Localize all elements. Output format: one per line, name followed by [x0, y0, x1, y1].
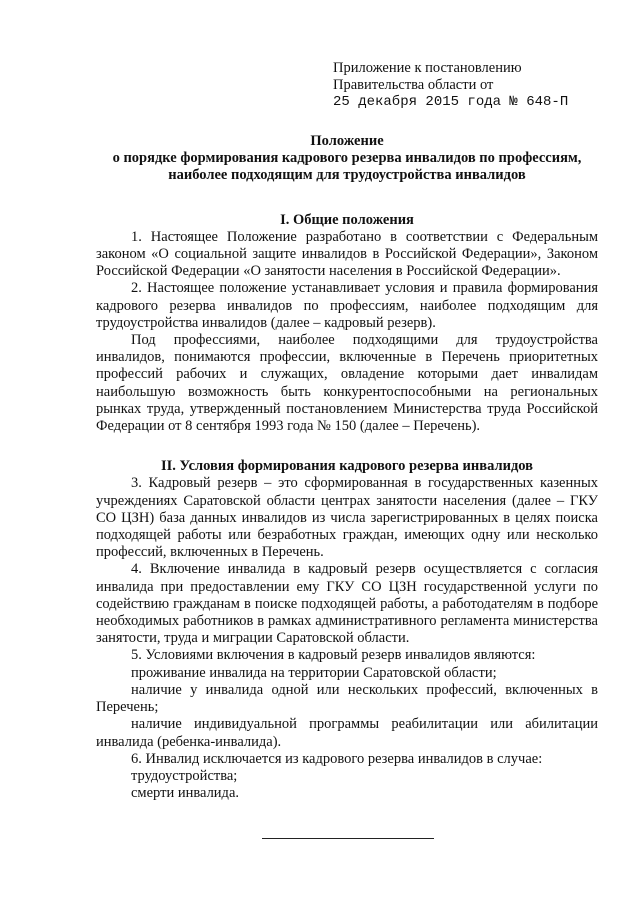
section-2-heading: II. Условия формирования кадрового резерва инвалидов — [160, 458, 534, 475]
section-2-paragraph: 4. Включение инвалида в кадровый резерв осуществляется с согласия инвалида при предоставлении ему ГКУ СО ЦЗН государственной услуги по содействию гражданам в поиске подходящей работы, а работодателям в подборе необходимых работников в рамках административного регламента министерства занятости, труда и миграции Саратовской области. — [96, 561, 598, 647]
title-line-3: наиболее подходящим для трудоустройства инвалидов — [168, 167, 526, 184]
appendix-line-2: Правительства области от — [333, 77, 494, 93]
document-body — [96, 133, 598, 802]
section-2-paragraph: 3. Кадровый резерв – это сформированная в государственных казенных учреждениях Саратовской области центрах занятости населения (далее – ГКУ СО ЦЗН) база данных инвалидов из числа зарегистрированных в целях поиска подходящей работы или безработных граждан, имеющих одну или несколько профессий, включенных в Перечень. — [96, 475, 598, 561]
section-1-paragraph: 1. Настоящее Положение разработано в соответствии с Федеральным законом «О социальной защите инвалидов в Российской Федерации», Законом Российской Федерации «О занятости населения в Российской Федерации». — [96, 228, 598, 280]
section-2-paragraph: проживание инвалида на территории Саратовской области; — [131, 664, 497, 681]
closing-rule — [262, 838, 434, 839]
section-2-paragraph: наличие у инвалида одной или нескольких профессий, включенных в Перечень; — [96, 681, 598, 716]
section-2-paragraph: 6. Инвалид исключается из кадрового резерва инвалидов в случае: — [131, 750, 543, 767]
title-line-1: Положение — [310, 133, 384, 149]
title-line-2: о порядке формирования кадрового резерва инвалидов по профессиям, — [112, 150, 582, 167]
section-1-heading: I. Общие положения — [280, 211, 414, 228]
section-2-paragraph: трудоустройства; — [131, 767, 238, 784]
section-1-paragraph: Под профессиями, наиболее подходящими для трудоустройства инвалидов, понимаются профессии, включенные в Перечень приоритетных профессий рабочих и служащих, овладение которыми дает инвалидам наибольшую возможность быть конкурентоспособными на региональных рынках труда, утвержденный постановлением Министерства труда Российской Федерации от 8 сентября 1993 года № 150 (далее – Перечень). — [96, 332, 598, 435]
appendix-line-1: Приложение к постановлению — [333, 60, 522, 76]
section-2-paragraph: смерти инвалида. — [131, 785, 239, 802]
appendix-line-3: 25 декабря 2015 года № 648-П — [333, 94, 569, 110]
section-2-paragraph: наличие индивидуальной программы реабилитации или абилитации инвалида (ребенка-инвалида). — [96, 716, 598, 750]
section-2-paragraph: 5. Условиями включения в кадровый резерв инвалидов являются: — [131, 647, 536, 664]
section-1-paragraph: 2. Настоящее положение устанавливает условия и правила формирования кадрового резерва инвалидов по профессиям, наиболее подходящим для трудоустройства инвалидов (далее – кадровый резерв). — [96, 280, 598, 331]
appendix-note — [333, 60, 623, 111]
document-title — [96, 133, 598, 185]
